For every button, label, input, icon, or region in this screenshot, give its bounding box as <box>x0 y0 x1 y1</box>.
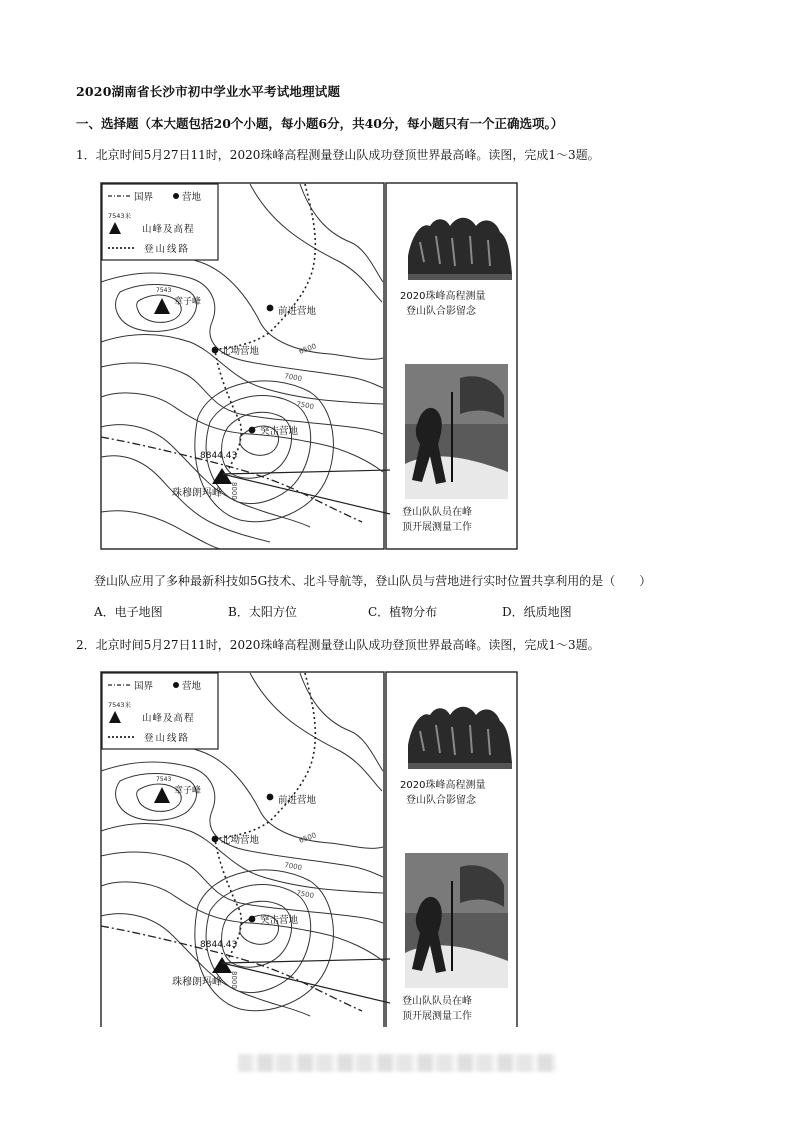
peak-main-elev: 8844.43 <box>200 940 238 950</box>
legend-camp-label: 营地 <box>182 681 202 692</box>
question-1-stem: 1．北京时间5月27日11时，2020珠峰高程测量登山队成功登顶世界最高峰。读图，完成1～3题。 <box>76 148 600 162</box>
document-title: 2020湖南省长沙市初中学业水平考试地理试题 <box>76 84 341 99</box>
group-photo <box>408 707 512 769</box>
contour-label-a: 6500 <box>297 342 318 356</box>
camp-north-col-label: 北坳营地 <box>221 346 260 357</box>
group-photo-caption-2: 登山队合影留念 <box>406 795 476 806</box>
camp-assault-label: 突击营地 <box>260 426 299 437</box>
option-b: B．太阳方位 <box>228 605 297 619</box>
group-photo-caption-1: 2020珠峰高程测量 <box>400 291 486 302</box>
legend-peak-sample-elev: 7543米 <box>108 212 132 220</box>
contour-label-c: 7500 <box>295 400 315 412</box>
option-c: C．植物分布 <box>368 605 438 619</box>
map-figure-2 <box>100 671 518 1027</box>
summit-photo-caption-1: 登山队队员在峰 <box>402 996 472 1007</box>
camp-forward-label: 前进营地 <box>278 795 317 806</box>
contour-label-b: 7000 <box>283 372 303 384</box>
summit-photo <box>405 853 508 988</box>
camp-assault-marker <box>249 427 256 434</box>
blurred-watermark-strip <box>238 1054 556 1072</box>
option-d: D．纸质地图 <box>502 605 572 619</box>
summit-photo-caption-2: 顶开展测量工作 <box>402 1011 472 1022</box>
camp-forward-marker <box>267 794 274 801</box>
camp-forward-label: 前进营地 <box>278 306 317 317</box>
summit-photo-caption-1: 登山队队员在峰 <box>402 507 472 518</box>
peak-small-label: 章子峰 <box>174 786 202 796</box>
contour-label-a: 6500 <box>297 831 318 845</box>
peak-small-label: 章子峰 <box>174 297 202 307</box>
contour-label-c: 7500 <box>295 889 315 901</box>
legend-camp-symbol <box>173 193 179 199</box>
option-a: A．电子地图 <box>94 605 163 619</box>
legend-peak-sample-elev: 7543米 <box>108 701 132 709</box>
legend-route-label: 登山线路 <box>144 244 191 255</box>
group-photo-caption-1: 2020珠峰高程测量 <box>400 780 486 791</box>
legend-camp-label: 营地 <box>182 192 202 203</box>
legend-border-label: 国界 <box>134 681 154 692</box>
peak-main-elev: 8844.43 <box>200 451 238 461</box>
group-photo-caption-2: 登山队合影留念 <box>406 306 476 317</box>
group-photo <box>405 212 515 282</box>
peak-main-label: 珠穆朗玛峰 <box>172 977 222 988</box>
section-heading: 一、选择题（本大题包括20个小题，每小题6分，共40分，每小题只有一个正确选项。） <box>76 116 564 131</box>
everest-map-figure <box>100 182 518 552</box>
camp-forward-marker <box>267 305 274 312</box>
map-figure-1 <box>100 182 518 552</box>
contour-label-d: 8000 <box>230 971 238 989</box>
contour-label-d: 8000 <box>230 482 238 500</box>
summit-photo <box>405 364 508 499</box>
legend-peak-label: 山峰及高程 <box>142 224 195 235</box>
camp-assault-marker <box>249 916 256 923</box>
camp-assault-label: 突击营地 <box>260 915 299 926</box>
question-1-text: 登山队应用了多种最新科技如5G技术、北斗导航等，登山队员与营地进行实时位置共享利用的是（ ） <box>94 574 652 588</box>
camp-north-col-marker <box>212 347 219 354</box>
question-2-stem: 2．北京时间5月27日11时，2020珠峰高程测量登山队成功登顶世界最高峰。读图，完成1～3题。 <box>76 638 600 652</box>
camp-north-col-label: 北坳营地 <box>221 835 260 846</box>
peak-small-elev: 7543 <box>156 287 172 294</box>
legend-border-label: 国界 <box>134 192 154 203</box>
peak-small-elev: 7543 <box>156 776 172 783</box>
camp-north-col-marker <box>212 836 219 843</box>
peak-main-label: 珠穆朗玛峰 <box>172 488 222 499</box>
summit-photo-caption-2: 顶开展测量工作 <box>402 522 472 533</box>
contour-label-b: 7000 <box>283 861 303 873</box>
legend-camp-symbol <box>173 682 179 688</box>
legend-route-label: 登山线路 <box>144 733 191 744</box>
everest-map-figure-repeat <box>100 671 518 1027</box>
legend-peak-label: 山峰及高程 <box>142 713 195 724</box>
